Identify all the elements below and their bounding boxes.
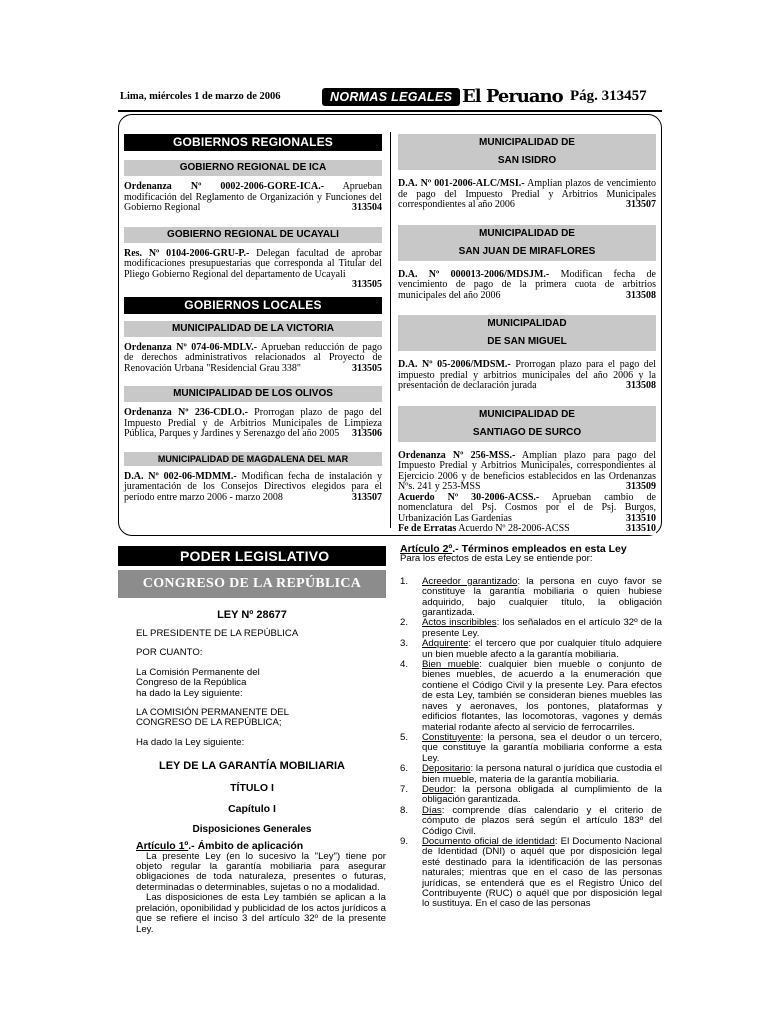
summary-entry[interactable]: Ordenanza Nº 236-CDLO.- Prorrogan plazo de pago del Impuesto Predial y de Arbitrios Municipales de Limpieza Pública, Parques y Jardines y Serenazgo del año 2005 313506 [124, 407, 382, 439]
definition-item: 3. Adquirente: el tercero que por cualquier título adquiere un bien mueble afecto a la garantía mobiliaria. [400, 638, 662, 660]
summary-entry[interactable]: Acuerdo Nº 30-2006-ACSS.- Aprueban cambio de nomenclatura del Psj. Cosmos por el de Psj. Burgos, Urbanización Las Gardenias 313510 [398, 491, 656, 524]
definition-item: 9. Documento oficial de identidad: El Documento Nacional de Identidad (DNI) o aquél que por disposición legal esté destinado para la identificación de las personas naturales; mientras que en el caso de las personas jurídicas, se entenderá que es el Registro Único del Contribuyente (RUC) o aquél que por disposición legal lo sustituya. En el caso de las personas [400, 835, 662, 910]
definition-item: 1. Acreedor garantizado: la persona en cuyo favor se constituye la garantía mobiliaria o quien hubiese adquirido, bajo cualquier título, la obligación garantizada. [400, 575, 662, 619]
article-2: Artículo 2º.- Términos empleados en esta Ley Para los efectos de esta Ley se entiende por: [400, 543, 627, 565]
definition-item: 2. Actos inscribibles: los señalados en el artículo 32º de la presente Ley. [400, 617, 662, 639]
summary-left-column [124, 134, 382, 503]
law-number: LEY Nº 28677 [217, 609, 287, 621]
section-gobiernos-locales: GOBIERNOS LOCALES [124, 297, 382, 314]
newspaper-page [118, 0, 662, 1024]
summary-entry[interactable]: Ordenanza Nº 074-06-MDLV.- Aprueban reducción de pago de derechos administrativos relacionados al Proyecto de Renovación Urbana "Residencial Grau 338" 313505 [124, 341, 382, 374]
title-heading: TÍTULO I [230, 782, 274, 795]
entity-title: MUNICIPALIDAD DE SAN ISIDRO [398, 134, 656, 170]
summary-entry[interactable]: D.A. Nº 001-2006-ALC/MSI.- Amplían plazos de vencimiento de pago del Impuesto Predial y Arbitrios Municipales correspondientes al año 2006 313507 [398, 178, 656, 210]
summary-entry[interactable]: Ordenanza Nº 256-MSS.- Amplían plazo para pago del Impuesto Predial y Arbitrios Municipales, correspondientes al Ejercicio 2006 y de beneficios establecidos en las Ordenanzas Nºs. 241 y 253-MSS 313509 [398, 449, 656, 492]
entity-title: MUNICIPALIDAD DE SANTIAGO DE SURCO [398, 406, 656, 442]
definitions-list [400, 577, 662, 910]
el-peruano-logo: El Peruano [462, 86, 563, 107]
definition-item: 4. Bien mueble: cualquier bien mueble o conjunto de bienes muebles, de acuerdo a la enumeración que contiene el Código Civil y la presente Ley. Para efectos de esta Ley, también se consideran bienes muebles las naves y aeronaves, los pontones, plataformas y edificios flotantes, las locomotoras, vagones y demás material rodante afecto al servicio de ferrocarriles. [400, 659, 662, 733]
definition-item: 7. Deudor: la persona obligada al cumplimiento de la obligación garantizada. [400, 783, 662, 806]
congreso-banner: CONGRESO DE LA REPÚBLICA [118, 570, 386, 598]
section-gobiernos-regionales: GOBIERNOS REGIONALES [124, 134, 382, 151]
entity-title: MUNICIPALIDAD DE MAGDALENA DEL MAR [124, 452, 382, 466]
summary-entry[interactable]: D.A. Nº 002-06-MDMM.- Modifican fecha de instalación y juramentación de los Consejos Directivos elegidos para el período entre marzo 2006 - marzo 2008 313507 [124, 470, 383, 503]
chapter-heading: Capítulo I [228, 803, 276, 816]
header-date: Lima, miércoles 1 de marzo de 2006 [120, 91, 281, 102]
article-1: Artículo 1º.- Ámbito de aplicación La presente Ley (en lo sucesivo la "Ley") tiene por objeto regular la garantía mobiliaria para asegurar obligaciones de toda naturaleza, presentes o futuras, determinadas o determinables, sujetas o no a modalidad. Las disposiciones de esta Ley también se aplican a la prelación, oponibilidad y publicidad de los actos jurídicos a que se refiere el inciso 3 del artículo 32º de la presente Ley. [136, 840, 386, 935]
summary-entry[interactable]: Ordenanza Nº 0002-2006-GORE-ICA.- Aprueban modificación del Reglamento de Organización y Funciones del Gobierno Regional 313504 [124, 181, 382, 213]
summary-column-divider [390, 132, 391, 528]
entity-title: MUNICIPALIDAD DE LOS OLIVOS [124, 386, 382, 402]
summary-entry[interactable]: D.A. Nº 05-2006/MDSM.- Prorrogan plazo para el pago del impuesto predial y arbitrios municipales del año 2006 y la presentación de declaración jurada 313508 [398, 359, 656, 391]
summary-entry[interactable]: Fe de Erratas Acuerdo Nº 28-2006-ACSS 313510 [398, 523, 656, 534]
page-header [118, 86, 662, 112]
entity-title: GOBIERNO REGIONAL DE ICA [124, 160, 382, 176]
law-left-column [118, 546, 386, 935]
definition-item: 6. Depositario: la persona natural o jurídica que custodia el bien mueble, materia de la garantía mobiliaria. [400, 763, 662, 785]
law-title: LEY DE LA GARANTÍA MOBILIARIA [159, 760, 345, 773]
summary-entry[interactable]: Res. Nº 0104-2006-GRU-P.- Delegan facultad de aprobar modificaciones presupuestarias que corresponda al Titular del Pliego Gobierno Regional del departamento de Ucayali 313505 [124, 247, 382, 290]
entity-title: MUNICIPALIDAD DE SAN MIGUEL [398, 315, 656, 351]
summary-right-column [398, 134, 656, 535]
law-right-column [400, 544, 662, 910]
chapter-subheading: Disposiciones Generales [192, 824, 312, 836]
entity-title: MUNICIPALIDAD DE SAN JUAN DE MIRAFLORES [398, 225, 656, 261]
normas-legales-banner: NORMAS LEGALES [322, 88, 460, 106]
law-preamble: EL PRESIDENTE DE LA REPÚBLICA POR CUANTO: La Comisión Permanente del Congreso de la República ha dado la Ley siguiente: LA COMISIÓN PERMANENTE DEL CONGRESO DE LA REPÚBLICA; Ha dado la Ley siguiente: [136, 628, 299, 748]
summary-entry[interactable]: D.A. Nº 000013-2006/MDSJM.- Modifican fecha de vencimiento de pago de la primera cuota de arbitrios municipales del año 2006 313508 [398, 268, 656, 301]
section-poder-legislativo: PODER LEGISLATIVO [118, 546, 386, 566]
entity-title: GOBIERNO REGIONAL DE UCAYALI [124, 227, 382, 243]
definition-item: 8. Días: comprende días calendario y el criterio de cómputo de plazos será según el artículo 183º del Código Civil. [400, 804, 662, 837]
definition-item: 5. Constituyente: la persona, sea el deudor o un tercero, que constituye la garantía mobiliaria conforme a esta Ley. [400, 731, 662, 764]
page-number: Pág. 313457 [570, 88, 647, 104]
entity-title: MUNICIPALIDAD DE LA VICTORIA [124, 321, 382, 337]
